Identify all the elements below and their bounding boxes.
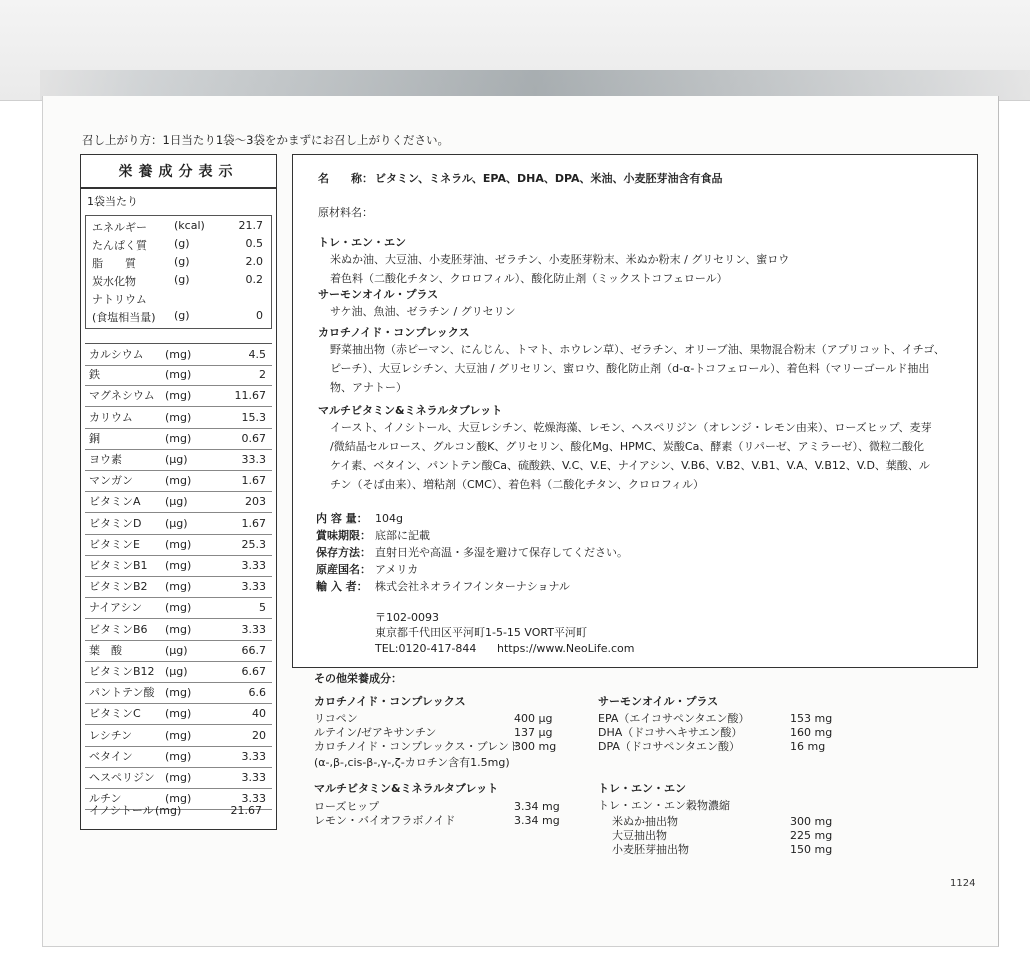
detail-label: 原産国名： (316, 563, 371, 576)
energy-box (85, 215, 272, 329)
other-item-name: ローズヒップ (314, 800, 380, 813)
nutrient-value: 5 (259, 601, 266, 615)
other-section-title: トレ・エン・エン (598, 782, 686, 795)
other-section-title: マルチビタミン&ミネラルタブレット (314, 782, 499, 795)
nutrient-unit: (mg) (165, 580, 192, 594)
other-item-name: 米ぬか抽出物 (612, 815, 678, 828)
nutrient-name: ビタミンB2 (89, 580, 148, 594)
nutrient-unit: (mg) (165, 771, 192, 784)
nutrient-value: 2 (259, 368, 266, 382)
nutrient-unit: (mg) (165, 601, 192, 615)
inositol-row: イノシトール (mg) 21.67 (89, 804, 262, 817)
other-item-name: 小麦胚芽抽出物 (612, 843, 689, 856)
nutrient-name: ナイアシン (89, 601, 143, 615)
nutrient-row (85, 555, 272, 577)
other-item-subtitle: トレ・エン・エン穀物濃縮 (598, 799, 730, 812)
nutrient-value: 66.7 (241, 643, 266, 657)
other-item-value: 160 mg (790, 726, 833, 739)
nutrient-unit: (mg) (165, 537, 192, 551)
other-item-value: 153 mg (790, 712, 833, 725)
nutrient-value: 33.3 (241, 453, 266, 466)
ingredient-line: 着色料（二酸化チタン、クロロフィル）、酸化防止剤（ミックストコフェロール） (330, 272, 728, 285)
address-postal: 〒102-0093 (375, 611, 439, 624)
nutrient-row (85, 385, 272, 407)
nutrient-row (85, 597, 272, 619)
nutrient-unit: (μg) (165, 665, 188, 678)
box-top-flap (0, 0, 1030, 101)
nutrient-row (85, 407, 272, 429)
ingredient-line: ケイ素、ベタイン、パントテン酸Ca、硫酸鉄、V.C、V.E、ナイアシン、V.B6、V.B2、V.B1、V.A、V.B12、V.D、葉酸、ル (330, 459, 930, 472)
ingredient-line: イースト、イノシトール、大豆レシチン、乾燥海藻、レモン、ヘスペリジン（オレンジ・レモン由来）、ローズヒップ、麦芽 (330, 421, 932, 434)
nutrient-unit: (mg) (165, 686, 192, 700)
protein-row: たんぱく質 (g) 0.5 (92, 237, 263, 252)
product-code: 1124 (950, 878, 976, 889)
nutrient-value: 3.33 (241, 792, 266, 806)
nutrient-name: カリウム (89, 410, 133, 424)
other-item-name: EPA（エイコサペンタエン酸） (598, 712, 750, 725)
detail-label: 保存方法： (316, 546, 371, 559)
other-item-value: 150 mg (790, 843, 833, 856)
ingredient-line: 物、アナトー） (330, 381, 407, 394)
nutrient-name: 鉄 (89, 368, 100, 382)
other-item-note: (α-,β-,cis-β-,γ-,ζ-カロチン含有1.5mg) (314, 756, 510, 769)
ingredient-section-title: サーモンオイル・プラス (318, 288, 439, 301)
nutrient-unit: (mg) (165, 431, 192, 445)
detail-value: 底部に記載 (375, 529, 430, 542)
nutrient-unit: (mg) (165, 749, 192, 763)
ingredient-line: サケ油、魚油、ゼラチン / グリセリン (330, 305, 516, 318)
nutrient-value: 20 (252, 728, 266, 742)
detail-value: 104g (375, 512, 403, 525)
nutrient-name: ビタミンE (89, 537, 140, 551)
other-item-name: カロチノイド・コンプレックス・ブレンド (314, 740, 520, 753)
nutrient-unit: (μg) (165, 643, 188, 657)
nutrient-name: レシチン (89, 728, 133, 742)
nutrient-row (85, 428, 272, 450)
nutrient-name: ビタミンB1 (89, 559, 148, 572)
nutrient-unit: (mg) (165, 368, 192, 382)
nutrient-row (85, 703, 272, 725)
nutrient-unit: (mg) (165, 474, 192, 488)
address-street: 東京都千代田区平河町1-5-15 VORT平河町 (375, 626, 587, 639)
other-item-name: レモン・バイオフラボノイド (314, 814, 456, 827)
nutrient-name: ルチン (89, 792, 122, 806)
other-item-value: 16 mg (790, 740, 826, 753)
ingredient-line: 野菜抽出物（赤ピーマン、にんじん、トマト、ホウレン草）、ゼラチン、オリーブ油、果物混合粉末（アプリコット、イチゴ、 (330, 343, 945, 356)
nutrient-value: 0.67 (241, 431, 266, 445)
nutrient-value: 4.5 (248, 348, 266, 361)
fat-row: 脂 質 (g) 2.0 (92, 255, 263, 270)
nutrient-name: マグネシウム (89, 389, 155, 403)
nutrient-value: 3.33 (241, 580, 266, 594)
nutrient-value: 6.67 (241, 665, 266, 678)
other-item-name: DPA（ドコサペンタエン酸） (598, 740, 741, 753)
ingredient-line: ピーチ）、大豆レシチン、大豆油 / グリセリン、蜜ロウ、酸化防止剤（d-α-トコフェロール）、着色料（マリーゴールド抽出 (330, 362, 930, 375)
detail-label: 賞味期限： (316, 529, 371, 542)
nutrient-row (85, 682, 272, 704)
nutrient-unit: (mg) (165, 389, 192, 403)
nutrient-value: 3.33 (241, 559, 266, 572)
nutrient-unit: (mg) (165, 792, 192, 806)
other-item-name: リコペン (314, 712, 358, 725)
nutrient-unit: (μg) (165, 516, 188, 530)
other-item-value: 3.34 mg (514, 800, 560, 813)
nutrient-name: 葉 酸 (89, 643, 122, 657)
nutrient-value: 6.6 (248, 686, 266, 700)
nutrient-value: 3.33 (241, 622, 266, 636)
nutrition-table (80, 154, 277, 830)
other-item-name: 大豆抽出物 (612, 829, 667, 842)
other-item-value: 400 μg (514, 712, 553, 725)
nutrient-unit: (μg) (165, 495, 188, 509)
nutrient-value: 3.33 (241, 749, 266, 763)
ingredient-section-title: トレ・エン・エン (318, 236, 406, 249)
nutrient-row (85, 364, 272, 386)
nutrient-name: ヨウ素 (89, 453, 122, 466)
carbohydrate-row: 炭水化物 (g) 0.2 (92, 273, 263, 288)
nutrient-unit: (mg) (165, 622, 192, 636)
detail-value: 直射日光や高温・多湿を避けて保存してください。 (375, 546, 628, 559)
nutrient-row (85, 470, 272, 492)
nutrition-title: 栄養成分表示 (81, 155, 276, 189)
directions-text: 召し上がり方：1日当たり1袋～3袋をかまずにお召し上がりください。 (82, 133, 449, 147)
other-item-value: 225 mg (790, 829, 833, 842)
nutrient-row (85, 767, 272, 789)
nutrient-unit: (mg) (165, 707, 192, 721)
nutrient-name: マンガン (89, 474, 133, 488)
other-section-title: カロチノイド・コンプレックス (314, 695, 466, 708)
nutrient-name: ビタミンD (89, 516, 142, 530)
nutrient-value: 25.3 (241, 537, 266, 551)
nutrient-unit: (mg) (165, 348, 192, 361)
nutrient-unit: (mg) (165, 410, 192, 424)
nutrient-value: 203 (245, 495, 266, 509)
other-item-value: 300 mg (790, 815, 833, 828)
nutrient-row (85, 619, 272, 641)
nutrient-name: ビタミンC (89, 707, 141, 721)
nutrient-row (85, 746, 272, 768)
detail-value: アメリカ (375, 563, 419, 576)
nutrient-row (85, 513, 272, 535)
ingredient-section-title: カロチノイド・コンプレックス (318, 326, 470, 339)
nutrient-value: 11.67 (234, 389, 266, 403)
nutrient-value: 3.33 (241, 771, 266, 784)
sodium-row: ナトリウム (92, 293, 147, 306)
nutrient-row (85, 576, 272, 598)
nutrient-unit: (mg) (165, 559, 192, 572)
detail-label: 内 容 量： (316, 512, 368, 525)
salt-equivalent-row: (食塩相当量) (g) 0 (92, 309, 263, 324)
nutrient-value: 1.67 (241, 516, 266, 530)
product-name-label: 名 称： (318, 172, 373, 185)
nutrient-name: 銅 (89, 431, 100, 445)
nutrient-row (85, 491, 272, 513)
nutrient-row (85, 725, 272, 747)
ingredient-line: 米ぬか油、大豆油、小麦胚芽油、ゼラチン、小麦胚芽粉末、米ぬか粉末 / グリセリン、蜜ロウ (330, 253, 790, 266)
other-item-value: 137 μg (514, 726, 553, 739)
nutrient-unit: (mg) (165, 728, 192, 742)
detail-label: 輸 入 者： (316, 580, 368, 593)
nutrient-unit: (μg) (165, 453, 188, 466)
nutrient-row (85, 661, 272, 683)
nutrient-row (85, 640, 272, 662)
other-item-value: 300 mg (514, 740, 557, 753)
ingredient-line: /微結晶セルロース、グルコン酸K、グリセリン、酸化Mg、HPMC、炭酸Ca、酵素（リパーゼ、アミラーゼ）、微粒二酸化 (330, 440, 924, 453)
nutrient-row (85, 449, 272, 471)
nutrient-name: カルシウム (89, 348, 144, 361)
product-name-value: ビタミン、ミネラル、EPA、DHA、DPA、米油、小麦胚芽油含有食品 (375, 172, 723, 185)
nutrient-value: 15.3 (241, 410, 266, 424)
other-section-title: サーモンオイル・プラス (598, 695, 719, 708)
other-item-name: ルテイン/ゼアキサンチン (314, 726, 437, 739)
other-item-name: DHA（ドコサヘキサエン酸） (598, 726, 743, 739)
nutrient-name: ビタミンB12 (89, 665, 155, 678)
materials-label: 原材料名： (318, 206, 373, 219)
other-nutrients-title: その他栄養成分： (314, 672, 402, 685)
ingredient-line: チン（そば由来）、増粘剤（CMC）、着色料（二酸化チタン、クロロフィル） (330, 478, 704, 491)
nutrient-value: 1.67 (241, 474, 266, 488)
nutrient-name: ビタミンB6 (89, 622, 148, 636)
nutrition-per-serving: 1袋当たり (87, 195, 138, 208)
nutrient-row (85, 343, 272, 366)
nutrient-value: 40 (252, 707, 266, 721)
nutrient-row (85, 534, 272, 556)
ingredient-section-title: マルチビタミン&ミネラルタブレット (318, 404, 503, 417)
nutrient-name: パントテン酸 (89, 686, 155, 700)
energy-row: エネルギー (kcal) 21.7 (92, 219, 263, 234)
detail-value: 株式会社ネオライフインターナショナル (375, 580, 570, 593)
nutrient-name: ヘスペリジン (89, 771, 155, 784)
other-item-value: 3.34 mg (514, 814, 560, 827)
nutrient-name: ベタイン (89, 749, 133, 763)
nutrient-name: ビタミンA (89, 495, 141, 509)
telephone: TEL:0120-417-844 (375, 642, 477, 655)
website-link[interactable]: https://www.NeoLife.com (497, 642, 635, 655)
